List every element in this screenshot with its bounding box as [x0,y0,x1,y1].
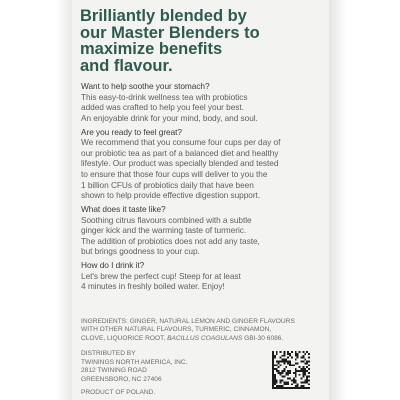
ingredients-text: CLOVE, LIQUORICE ROOT, [81,334,168,342]
distributor-line: TWININGS NORTH AMERICA, INC. [81,358,188,366]
section-question: What does it taste like? [81,203,166,214]
ingredients-list [81,318,325,343]
headline [80,8,320,74]
distributor-line: DISTRIBUTED BY [81,350,136,357]
section-text-line: lifestyle. Our product was specially blended and tested [81,158,279,169]
headline-line: and flavour. [80,56,173,75]
headline-line: Brilliantly blended by [80,7,247,25]
section-text-line: The addition of probiotics does not add any taste, [81,235,260,246]
ingredients-text: GBI-30 6086. [242,334,284,342]
headline-line: our Master Blenders to [80,23,260,42]
distributor-line: 2812 TWINING ROAD [81,367,147,375]
section-text-line: 1 billion CFUs of probiotics daily that have been [81,179,254,190]
section-question: Are you ready to feel great? [81,126,182,137]
distributor-address [81,350,241,384]
section-text-line: but brings goodness to your cup. [81,246,200,257]
section-text-line: Let's brew the perfect cup! Steep for at least [81,270,241,281]
section-question: Want to help soothe your stomach? [81,81,210,91]
data-matrix-code-icon [272,351,310,389]
probiotic-strain-name: BACILLUS COAGULANS [167,334,243,342]
section-text-line: Soothing citrus flavours combined with a subtle [81,214,252,225]
package-edge-right [329,0,347,400]
ingredients-line [81,335,325,343]
description-copy [81,81,325,292]
distributor-line: GREENSBORO, NC 27406 [81,375,162,383]
headline-line: maximize benefits [80,40,223,58]
ingredients-line: INGREDIENTS: GINGER, NATURAL LEMON AND GINGER FLAVOURS [81,318,295,325]
section-text-line: added was crafted to help you feel your best. [81,102,244,113]
section-text-line: our probiotic tea as part of a balanced diet and healthy [81,147,279,158]
section-text-line: shown to help provide effective digestion support. [81,190,261,201]
section-text-line: to ensure that those four cups will deliver to you the [81,168,268,179]
package-edge-left [56,0,72,400]
ingredients-line: WITH OTHER NATURAL FLAVOURS, TURMERIC, CINNAMON, [81,326,272,334]
section-text-line: This easy-to-drink wellness tea with probiotics [81,91,248,102]
section-question: How do I drink it? [81,260,145,271]
section-text-line: We recommend that you consume four cups per day of [81,137,281,148]
section-text-line: ginger kick and the warming taste of turmeric. [81,225,247,236]
section-text-line: An enjoyable drink for your mind, body, and soul. [81,112,258,123]
country-of-origin: PRODUCT OF POLAND. [81,389,156,396]
section-text-line: 4 minutes in freshly boiled water. Enjoy! [81,281,225,292]
